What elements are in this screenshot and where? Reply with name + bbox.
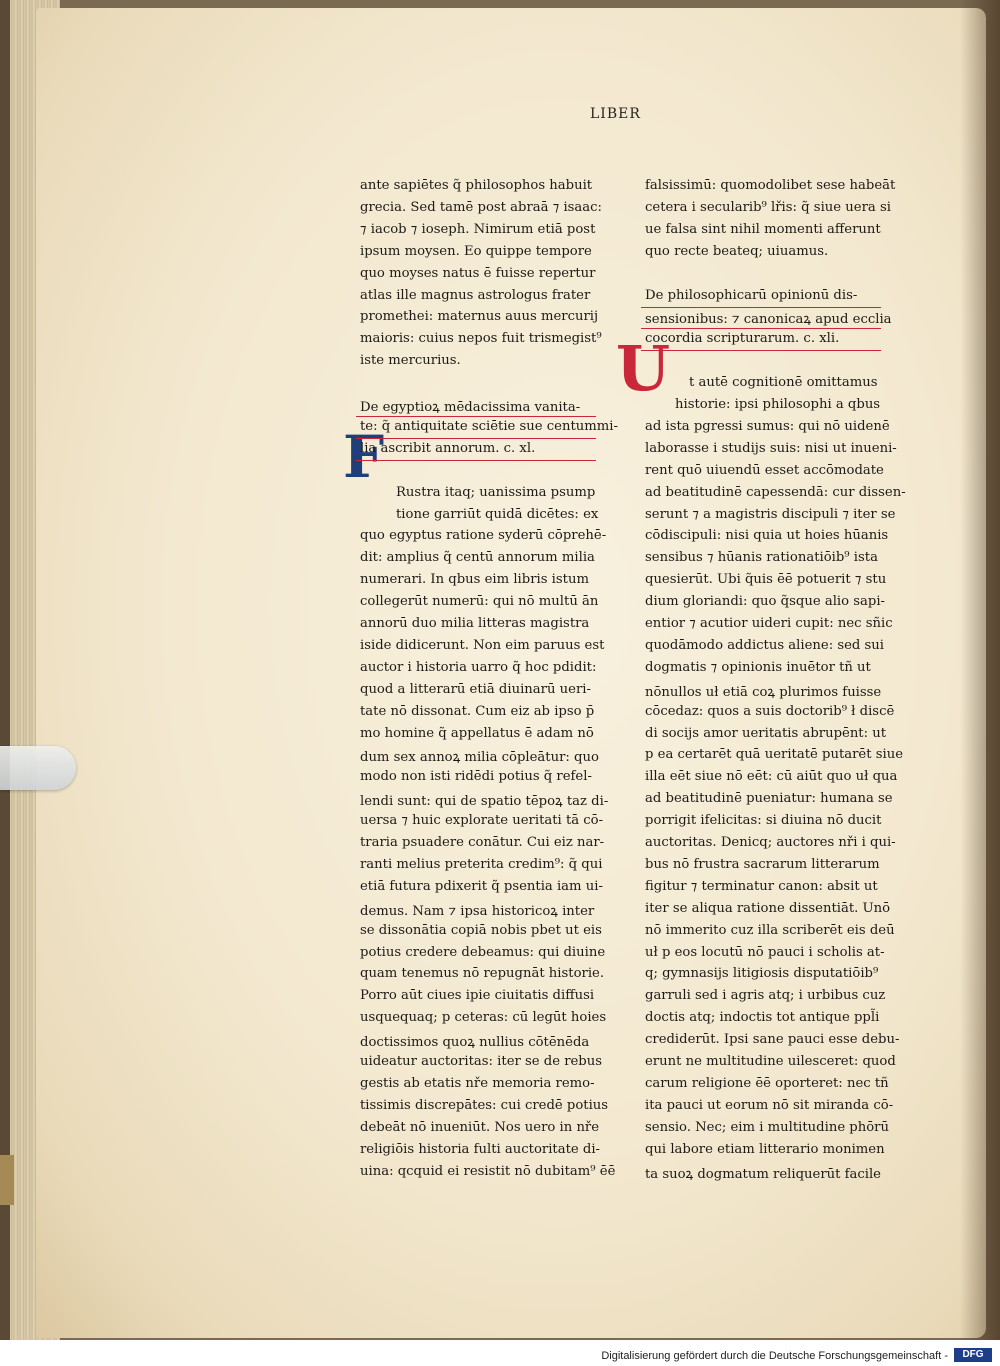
text-line: quam tenemus nō repugnāt historie. — [360, 966, 605, 982]
text-line: modo non isti ridēdi potius q̃ refel- — [360, 769, 592, 785]
text-line: ranti melius preterita credim⁹: q̃ qui — [360, 856, 603, 872]
text-line: auctoritas. Denicq; auctores nři i qui- — [645, 835, 896, 850]
text-line: ipsum moysen. Eo quippe tempore — [360, 243, 592, 259]
text-line: religiōis historia fulti auctoritate di- — [360, 1141, 600, 1157]
text-line: numerari. In qbus eim libris istum — [360, 572, 589, 588]
text-line: dogmatis ⁊ opinionis inuētor tñ ut — [645, 659, 871, 675]
text-line: atlas ille magnus astrologus frater — [360, 287, 591, 303]
text-line: nōnullos uł etiā coꝝ plurimos fuisse — [645, 684, 882, 700]
text-line: sensibus ⁊ hūanis rationatiōib⁹ ista — [645, 550, 878, 566]
text-line: se dissonātia copiā nobis pbet ut eis — [360, 922, 602, 938]
text-line: ⁊ iacob ⁊ ioseph. Nimirum etiā post — [360, 221, 596, 237]
text-line: crediderūt. Ipsi sane pauci esse debu- — [645, 1032, 900, 1048]
book-binding — [0, 0, 10, 1340]
running-head: LIBER — [590, 106, 641, 122]
text-line: iside didicerunt. Non eim paruus est — [360, 637, 605, 653]
text-line: entior ⁊ acutior uideri cupit: nec sñic — [645, 616, 893, 631]
text-line: iter se aliqua ratione dissentiāt. Unō — [645, 900, 891, 916]
text-line: p ea certarēt quā ueritatē putarēt siue — [645, 747, 903, 763]
text-line: etiā futura pdixerit q̃ psentia iam ui- — [360, 878, 603, 894]
rubric-underline — [641, 328, 881, 329]
text-line: usquequaq; p ceteras: cū legūt hoies — [360, 1010, 607, 1026]
text-line: sensionibus: ⁊ canonicaꝝ apud ecclia — [645, 312, 892, 328]
text-line: ante sapiētes q̃ philosophos habuit — [360, 178, 593, 193]
text-line: gestis ab etatis nře memoria remo- — [360, 1075, 595, 1091]
rubric-underline — [356, 416, 596, 417]
text-line: quodāmodo addictus aliene: sed sui — [645, 637, 885, 653]
text-line: collegerūt numerū: qui nō multū ān — [360, 594, 599, 610]
text-line: garruli sed i agris atq; i urbibus cuz — [645, 988, 886, 1004]
text-line: rent quō uiuendū esset accōmodate — [645, 462, 884, 478]
footer-credit: Digitalisierung gefördert durch die Deutsche Forschungsgemeinschaft - — [601, 1350, 948, 1362]
text-line: bus nō frustra sacrarum litterarum — [645, 856, 880, 872]
text-line: De egyptioꝝ mēdacissima vanita- — [360, 400, 581, 415]
text-line: uersa ⁊ huic explorate ueritati tā cō- — [360, 813, 604, 829]
text-line: di socijs amor ueritatis abrupēnt: ut — [645, 725, 887, 741]
text-line: carum religione ēē oporteret: nec tñ — [645, 1075, 889, 1091]
text-line: illa eēt siue nō eēt: cū aiūt quo uł qua — [645, 769, 898, 785]
text-line: quesierūt. Ubi q̃uis ēē potuerit ⁊ stu — [645, 572, 887, 588]
text-line: qui labore etiam litterario monimen — [645, 1141, 885, 1157]
text-line: quod a litterarū etiā diuinarū ueri- — [360, 681, 591, 697]
text-line: ue falsa sint nihil momenti afferunt — [645, 221, 881, 237]
text-line: quo egyptus ratione syderū cōprehē- — [360, 528, 607, 544]
page-shadow — [960, 0, 1000, 1340]
text-line: q; gymnasijs litigiosis disputatiōib⁹ — [645, 966, 879, 982]
text-line: serunt ⁊ a magistris discipuli ⁊ iter se — [645, 506, 896, 522]
text-line: ita pauci ut eorum nō sit miranda cō- — [645, 1097, 894, 1113]
text-line: falsissimū: quomodolibet sese habeāt — [645, 178, 896, 193]
text-line: lia ascribit annorum. c. xl. — [360, 440, 536, 456]
text-line: nō immerito cuz illa scriberēt eis deū — [645, 922, 895, 938]
text-line: quo moyses natus ē fuisse repertur — [360, 265, 596, 281]
text-line: doctis atq; indoctis tot antique ppl̃i — [645, 1010, 880, 1026]
rubric-underline — [356, 438, 596, 439]
text-line: De philosophicarū opinionū dis- — [645, 287, 858, 303]
text-line: dum sex annoꝝ milia cōpleātur: quo — [360, 750, 599, 766]
text-line: uideatur auctoritas: iter se de rebus — [360, 1054, 603, 1069]
text-line: dium gloriandi: quo q̃sque alio sapi- — [645, 594, 886, 610]
text-line: promethei: maternus auus mercurij — [360, 309, 599, 325]
text-line: auctor i historia uarro q̃ hoc pdidit: — [360, 659, 597, 675]
text-line: cōcedaz: quos a suis doctorib⁹ ł discē — [645, 703, 895, 719]
text-line: uina: qcquid ei resistit nō dubitam⁹ ēē — [360, 1163, 616, 1179]
text-line: Porro aūt ciues ipie ciuitatis diffusi — [360, 988, 595, 1004]
text-line: uł p eos locutū nō pauci i scholis at- — [645, 944, 885, 960]
text-line: ad beatitudinē pueniatur: humana se — [645, 791, 893, 807]
text-line: porrigit ifelicitas: si diuina nō ducit — [645, 813, 882, 829]
text-line: t autē cognitionē omittamus — [689, 375, 878, 391]
text-line: cetera i secularib⁹ lřis: q̃ siue uera si — [645, 199, 891, 215]
text-line: annorū duo milia litteras magistra — [360, 616, 590, 631]
text-line: doctissimos quoꝝ nullius cōtēnēda — [360, 1035, 590, 1051]
text-line: iste mercurius. — [360, 353, 461, 369]
text-line: figitur ⁊ terminatur canon: absit ut — [645, 878, 878, 894]
text-line: traria psuadere conātur. Cui eiz nar- — [360, 835, 605, 850]
text-line: cocordia scripturarum. c. xli. — [645, 331, 840, 347]
text-line: tissimis discrepātes: cui credē potius — [360, 1097, 609, 1113]
dfg-logo: DFG — [954, 1348, 992, 1362]
text-line: quo recte beateq; uiuamus. — [645, 243, 829, 259]
rubric-underline — [641, 307, 881, 308]
text-line: debeāt nō inueniūt. Nos uero in nře — [360, 1119, 600, 1135]
text-line: tate nō dissonat. Cum eiz ab ipso p̄ — [360, 703, 595, 719]
text-line: historie: ipsi philosophi a qbus — [675, 397, 881, 412]
rubric-underline — [356, 460, 596, 461]
text-line: lendi sunt: qui de spatio tēpoꝝ taz di- — [360, 794, 609, 810]
text-line: te: q̃ antiquitate sciētie sue centummi- — [360, 418, 618, 434]
text-line: erunt ne multitudine uilesceret: quod — [645, 1054, 896, 1069]
rubric-underline — [641, 350, 881, 351]
text-line: ta suoꝝ dogmatum reliquerūt facile — [645, 1166, 881, 1182]
decorated-initial-right: U — [616, 332, 671, 405]
decorated-initial-left: F — [343, 423, 385, 491]
text-line: dit: amplius q̃ centū annorum milia — [360, 550, 595, 566]
text-line: cōdiscipuli: nisi quia ut hoies hūanis — [645, 528, 889, 544]
text-line: grecia. Sed tamē post abraā ⁊ isaac: — [360, 199, 602, 215]
text-line: ad ista pgressi sumus: qui nō uidenē — [645, 418, 890, 434]
text-line: ad beatitudinē capessendā: cur dissen- — [645, 484, 906, 500]
text-line: demus. Nam ⁊ ipsa historicoꝝ inter — [360, 903, 595, 919]
text-line: potius credere debeamus: qui diuine — [360, 944, 606, 960]
book-clasp — [0, 1155, 14, 1205]
text-line: Rustra itaq; uanissima psump — [396, 484, 596, 500]
text-line: sensio. Nec; eim i multitudine phōrū — [645, 1119, 889, 1135]
text-line: laborasse i studijs suis: nisi ut inueni- — [645, 440, 897, 456]
text-line: mo homine q̃ appellatus ē adam nō — [360, 725, 594, 741]
text-line: tione garriūt quidā dicētes: ex — [396, 506, 599, 522]
bookmark-strip — [0, 746, 76, 790]
text-line: maioris: cuius nepos fuit trismegist⁹ — [360, 331, 602, 347]
